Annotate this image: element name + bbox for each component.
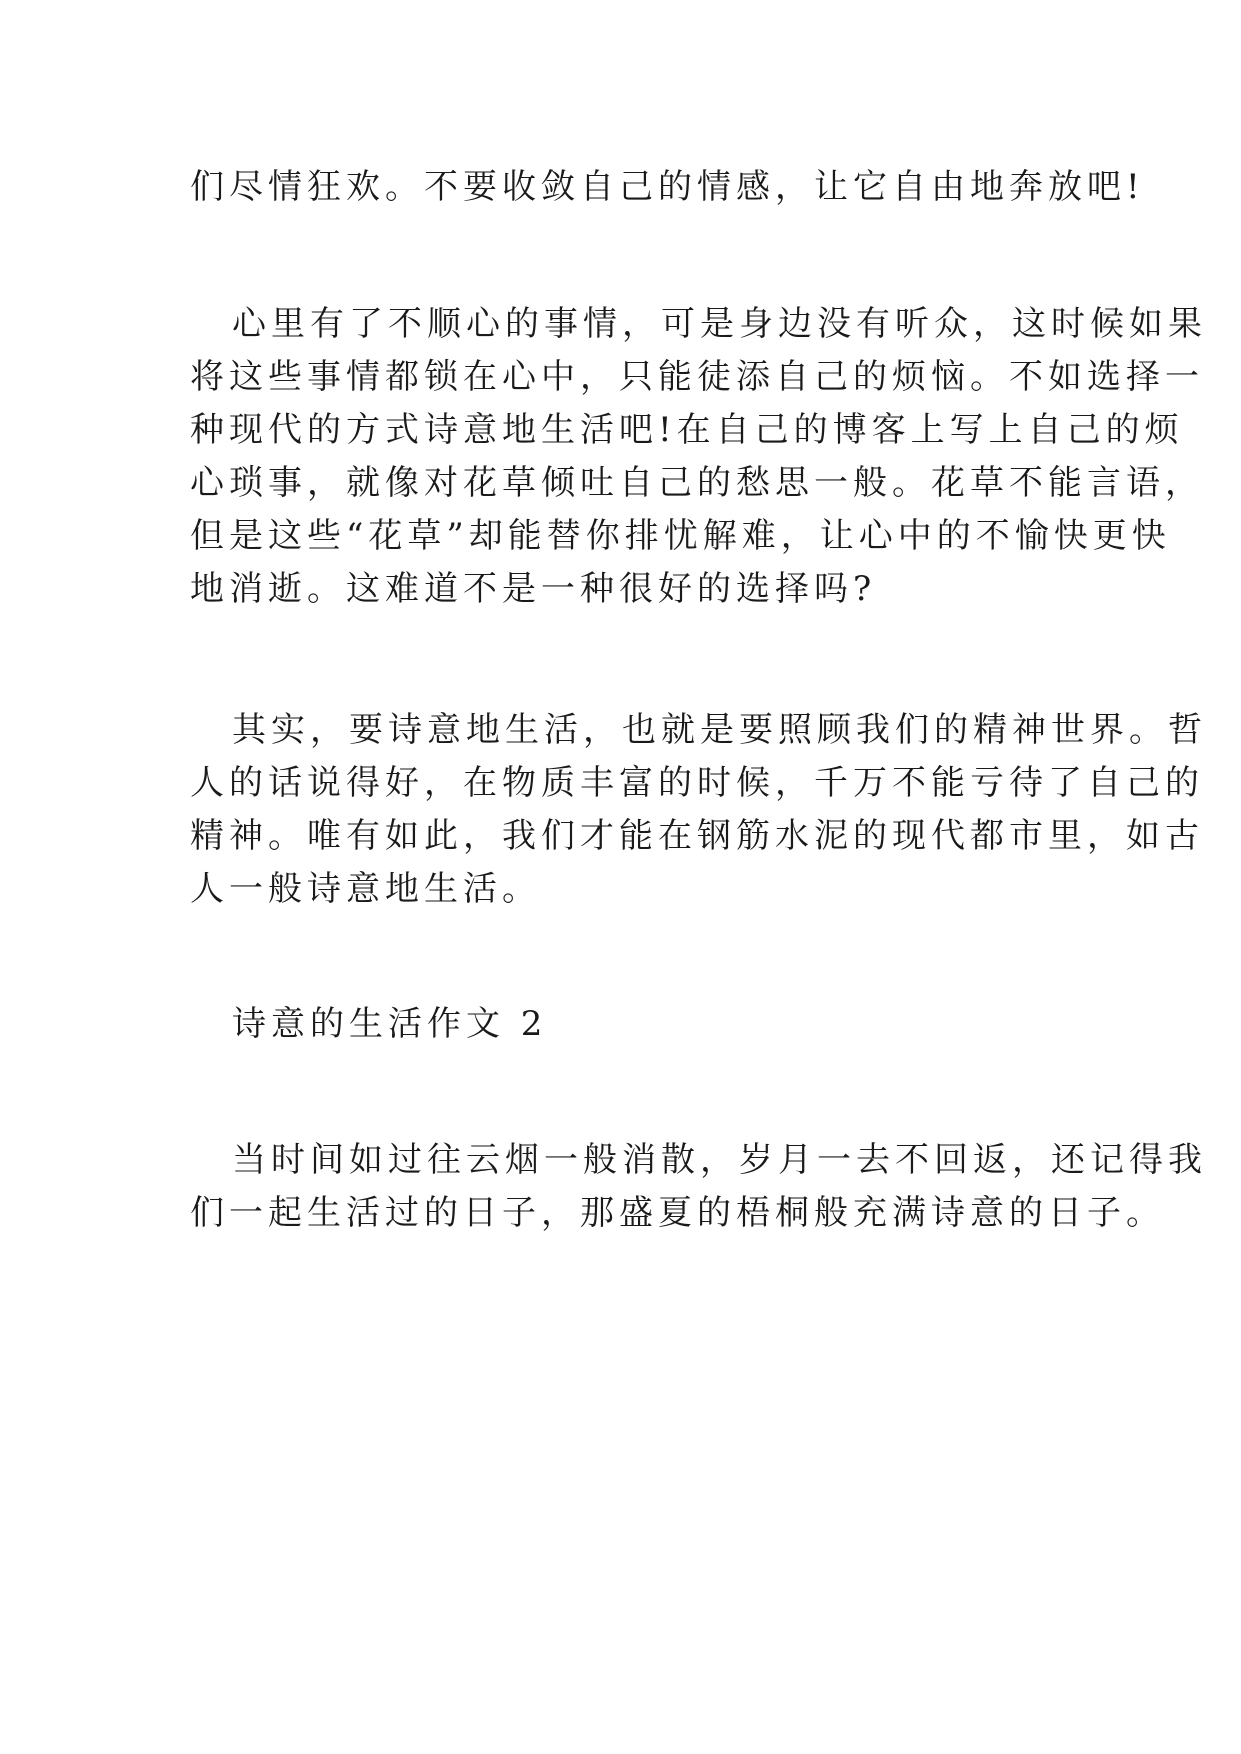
paragraph-3-line-1: 其实，要诗意地生活，也就是要照顾我们的精神世界。哲 — [232, 710, 1207, 750]
paragraph-2-line-2: 将这些事情都锁在心中，只能徒添自己的烦恼。不如选择一 — [190, 357, 1204, 397]
paragraph-1-line-1: 们尽情狂欢。不要收敛自己的情感，让它自由地奔放吧! — [190, 167, 1145, 207]
paragraph-2-line-5: 但是这些“花草”却能替你排忧解难，让心中的不愉快更快 — [190, 516, 1171, 556]
paragraph-4-line-1: 当时间如过往云烟一般消散，岁月一去不回返，还记得我 — [232, 1140, 1207, 1180]
paragraph-3-line-3: 精神。唯有如此，我们才能在钢筋水泥的现代都市里，如古 — [190, 816, 1204, 856]
paragraph-2-line-6: 地消逝。这难道不是一种很好的选择吗? — [190, 569, 877, 609]
paragraph-2-line-4: 心琐事，就像对花草倾吐自己的愁思一般。花草不能言语， — [190, 463, 1204, 503]
paragraph-4-line-2: 们一起生活过的日子，那盛夏的梧桐般充满诗意的日子。 — [190, 1193, 1165, 1233]
paragraph-3-line-4: 人一般诗意地生活。 — [190, 869, 541, 909]
paragraph-3-line-2: 人的话说得好，在物质丰富的时候，千万不能亏待了自己的 — [190, 763, 1204, 803]
paragraph-2-line-3: 种现代的方式诗意地生活吧!在自己的博客上写上自己的烦 — [190, 410, 1184, 450]
section-heading: 诗意的生活作文 2 — [232, 1004, 548, 1044]
paragraph-2-line-1: 心里有了不顺心的事情，可是身边没有听众，这时候如果 — [232, 304, 1207, 344]
